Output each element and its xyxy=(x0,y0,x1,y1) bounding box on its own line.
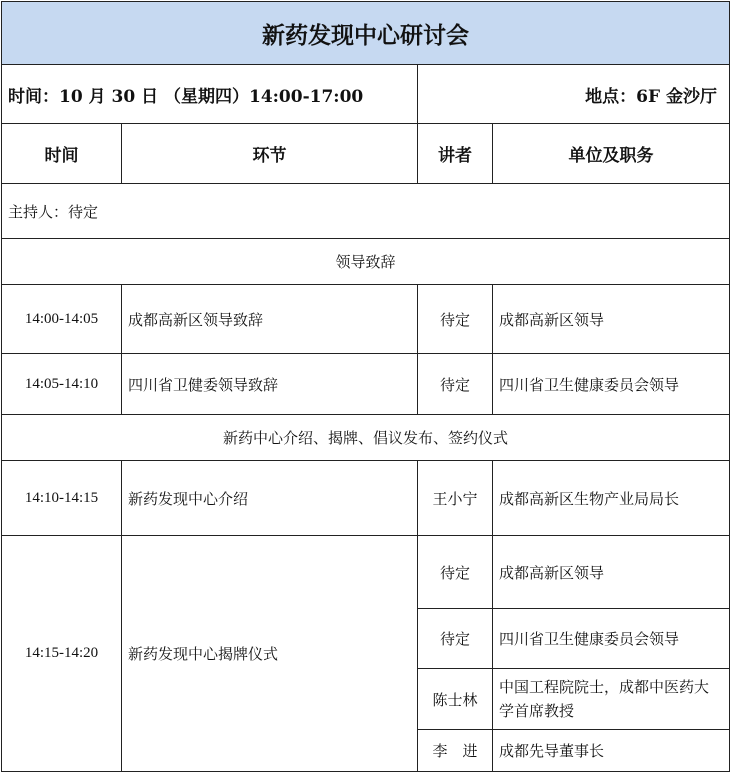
row-speaker: 王小宁 xyxy=(418,461,493,536)
row-unit: 成都先导董事长 xyxy=(493,730,730,772)
row-speaker: 陈士林 xyxy=(418,669,493,730)
row-session: 四川省卫健委领导致辞 xyxy=(122,354,418,415)
host-row xyxy=(2,184,730,239)
row-session: 新药发现中心介绍 xyxy=(122,461,418,536)
row-unit: 成都高新区领导 xyxy=(493,536,730,609)
table-row xyxy=(2,285,730,354)
section-leaders: 领导致辞 xyxy=(2,239,730,285)
table-row xyxy=(2,461,730,536)
page-title: 新药发现中心研讨会 xyxy=(2,2,730,65)
header-speaker: 讲者 xyxy=(418,124,493,184)
row-time: 14:05-14:10 xyxy=(2,354,122,415)
title-row xyxy=(2,2,730,65)
row-session: 成都高新区领导致辞 xyxy=(122,285,418,354)
section-center: 新药中心介绍、揭牌、倡议发布、签约仪式 xyxy=(2,415,730,461)
row-unit: 四川省卫生健康委员会领导 xyxy=(493,354,730,415)
header-row xyxy=(2,124,730,184)
header-session: 环节 xyxy=(122,124,418,184)
row-unit: 成都高新区生物产业局局长 xyxy=(493,461,730,536)
row-unit: 四川省卫生健康委员会领导 xyxy=(493,609,730,669)
row-unit: 成都高新区领导 xyxy=(493,285,730,354)
unveil-session: 新药发现中心揭牌仪式 xyxy=(122,536,418,772)
row-speaker: 待定 xyxy=(418,285,493,354)
unveil-time: 14:15-14:20 xyxy=(2,536,122,772)
row-time: 14:10-14:15 xyxy=(2,461,122,536)
agenda-table xyxy=(1,1,730,772)
info-row xyxy=(2,65,730,124)
row-time: 14:00-14:05 xyxy=(2,285,122,354)
event-location: 地点：6F 金沙厅 xyxy=(418,65,730,124)
row-speaker: 待定 xyxy=(418,536,493,609)
table-row xyxy=(2,354,730,415)
table-row xyxy=(2,536,730,609)
row-speaker: 待定 xyxy=(418,609,493,669)
row-speaker: 李 进 xyxy=(418,730,493,772)
header-unit: 单位及职务 xyxy=(493,124,730,184)
section-row xyxy=(2,239,730,285)
header-time: 时间 xyxy=(2,124,122,184)
row-unit: 中国工程院院士，成都中医药大学首席教授 xyxy=(493,669,730,730)
section-row xyxy=(2,415,730,461)
event-time: 时间：10 月 30 日 （星期四）14:00-17:00 xyxy=(2,65,418,124)
row-speaker: 待定 xyxy=(418,354,493,415)
host-label: 主持人：待定 xyxy=(2,184,730,239)
